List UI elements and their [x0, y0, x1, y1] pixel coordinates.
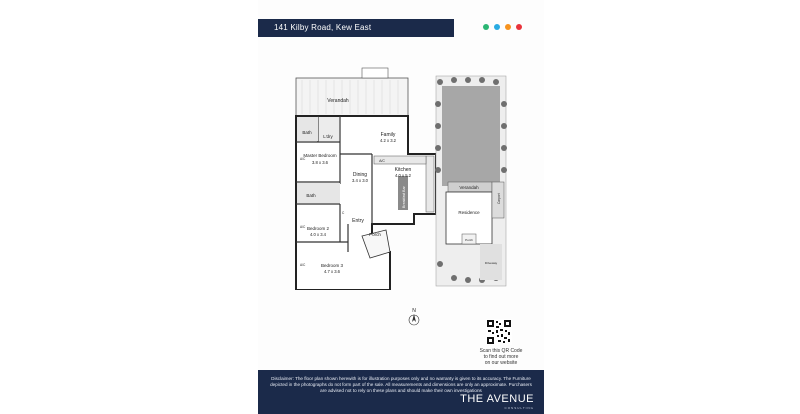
- room-dims-dining: 3.4 x 3.0: [351, 178, 369, 183]
- verandah-steps: [362, 68, 388, 78]
- green-dot: [483, 24, 489, 30]
- room-label-laundry: L'dry: [323, 134, 333, 139]
- site-label-porch: Porch: [465, 238, 473, 242]
- compass-north-label: N: [412, 308, 416, 314]
- wc-label: C: [342, 211, 345, 215]
- room-label-master-bedroom: Master Bedroom: [303, 153, 337, 158]
- room-label-bedroom-3: Bedroom 3: [320, 263, 344, 268]
- room-dims-kitchen: 4.0 x 5.2: [394, 173, 412, 178]
- ac-label-bedroom-2: A/C: [300, 225, 306, 229]
- site-label-residence: Residence: [458, 210, 480, 215]
- north-compass-icon: [402, 305, 426, 329]
- verandah-area: [296, 78, 408, 116]
- blue-dot: [494, 24, 500, 30]
- room-label-bath-2: Bath: [306, 193, 316, 198]
- brand-logo: THE AVENUE: [460, 393, 534, 405]
- bath-1-fill: [297, 117, 318, 141]
- qr-caption-line-3: on our website: [484, 360, 518, 366]
- room-label-porch: Porch: [369, 232, 381, 237]
- room-label-entry: Entry: [352, 218, 364, 224]
- room-label-bedroom-2: Bedroom 2: [306, 226, 330, 231]
- address-title: 141 Kilby Road, Kew East: [258, 19, 454, 37]
- qr-caption-line-2: to find out more: [483, 354, 519, 360]
- orange-dot: [505, 24, 511, 30]
- floor-plan: [290, 64, 436, 290]
- site-label-carport: Carport: [497, 193, 501, 204]
- footer-bar: [258, 370, 544, 414]
- room-dims-master-bedroom: 3.8 x 3.6: [311, 160, 329, 165]
- color-dots: [483, 24, 522, 30]
- site-plan: [432, 74, 512, 288]
- room-dims-bedroom-3: 4.7 x 3.6: [323, 269, 341, 274]
- disclaimer-text: Disclaimer: The floor plan shown herewith is for illustration purposes only and no warranty is given to its accuracy. The Furniture depicted in the photographs do not form part of the sale. All measurements and dimensions are only an approximate. Purchasers are advised not to rely on these plans and should make their own investigations: [270, 376, 532, 393]
- room-dims-family: 4.2 x 3.2: [379, 138, 397, 143]
- room-label-dining: Dining: [352, 172, 368, 178]
- room-dims-bedroom-2: 4.0 x 3.4: [309, 232, 327, 237]
- qr-code-icon[interactable]: [486, 319, 512, 345]
- ac-label-master: A/C: [300, 157, 306, 161]
- bath-2-fill: [297, 183, 340, 203]
- room-label-verandah: Verandah: [327, 98, 349, 104]
- brand-subtitle: CONSULTING: [504, 406, 534, 410]
- room-label-bath-1: Bath: [302, 130, 312, 135]
- qr-caption-line-1: Scan this QR Code: [479, 348, 523, 354]
- ac-label-bedroom-3: A/C: [300, 263, 306, 267]
- site-label-verandah: Verandah: [459, 185, 479, 190]
- backyard-lawn: [442, 86, 500, 186]
- red-dot: [516, 24, 522, 30]
- ac-label-family: A/C: [379, 159, 385, 163]
- room-label-kitchen: Kitchen: [394, 167, 412, 173]
- site-label-driveway: Driveway: [484, 261, 498, 265]
- qr-caption: [466, 348, 536, 366]
- room-label-breakfast-bar: Breakfast Bar: [402, 186, 406, 208]
- room-label-family: Family: [380, 132, 396, 138]
